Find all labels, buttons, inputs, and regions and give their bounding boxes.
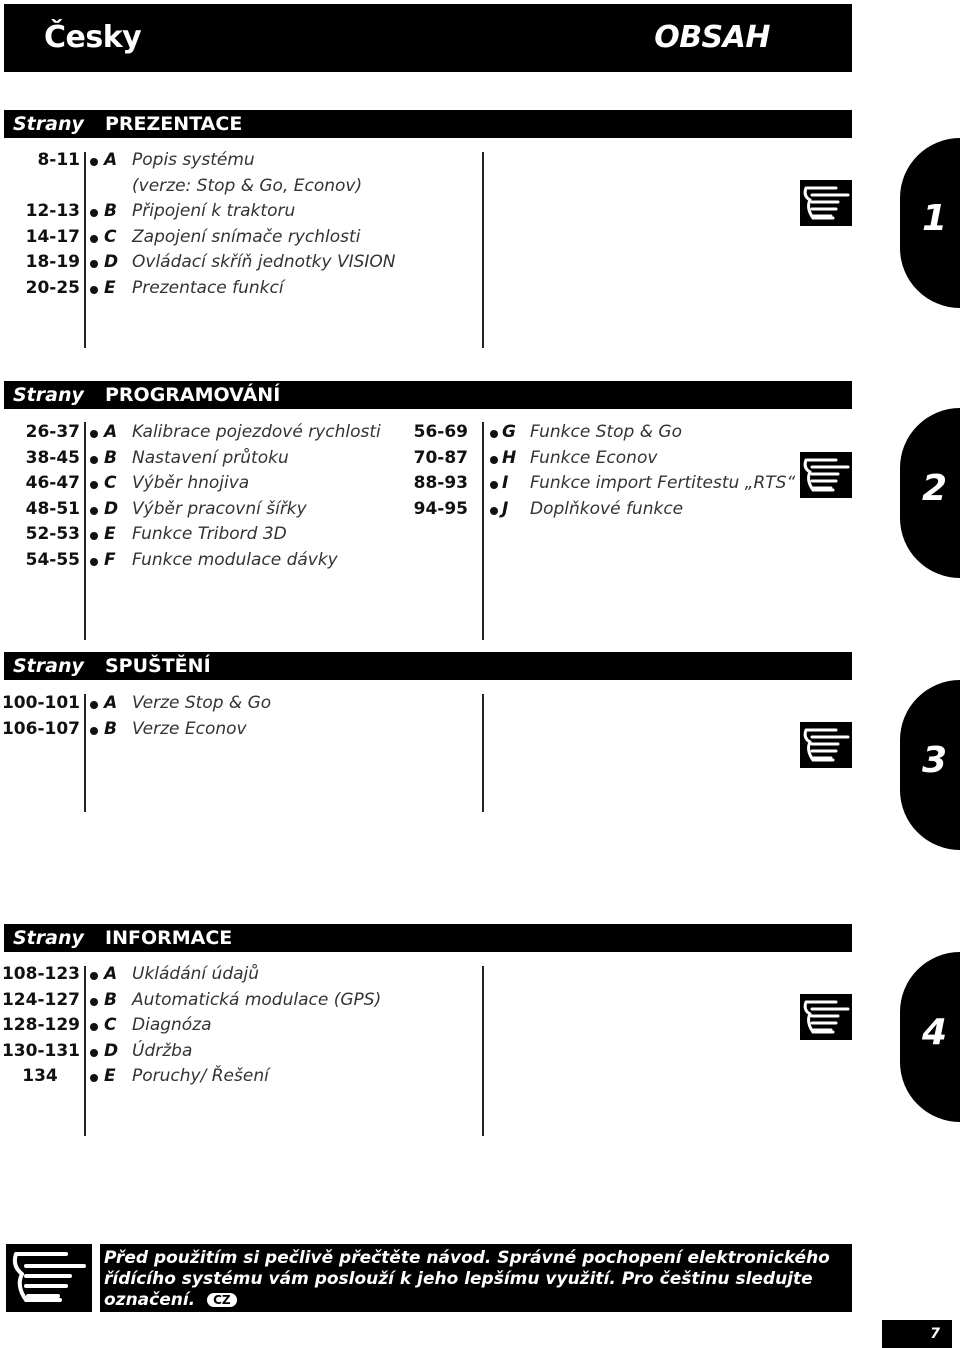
- entry-title: Automatická modulace (GPS): [132, 989, 382, 1010]
- entry-letter: D: [104, 252, 119, 273]
- toc-entry[interactable]: [0, 522, 398, 548]
- bullet-icon: [90, 1074, 98, 1082]
- page-range: 124-127: [1, 989, 80, 1010]
- entry-title: Zapojení snímače rychlosti: [132, 226, 361, 247]
- entry-letter: C: [104, 226, 117, 247]
- bullet-icon: [90, 158, 98, 166]
- toc-entry[interactable]: [0, 717, 398, 743]
- entry-letter: A: [104, 964, 118, 984]
- entry-letter: D: [104, 1040, 119, 1061]
- page-range: 38-45: [25, 447, 80, 468]
- chapter-number: 2: [922, 468, 948, 509]
- toc-entry[interactable]: [0, 1013, 398, 1039]
- bullet-icon: [490, 456, 498, 464]
- bullet-icon: [90, 558, 98, 566]
- page-range: 70-87: [413, 447, 468, 468]
- entry-title: Kalibrace pojezdové rychlosti: [132, 422, 381, 442]
- divider-line: [482, 966, 484, 1136]
- pages-label: Strany: [13, 655, 84, 677]
- bullet-icon: [90, 1023, 98, 1031]
- toc-entry[interactable]: [0, 199, 398, 225]
- bullet-icon: [90, 507, 98, 515]
- entry-letter: A: [104, 150, 118, 170]
- chapter-tab[interactable]: [900, 952, 960, 1122]
- section-header: [4, 110, 852, 138]
- entry-subtitle: (verze: Stop & Go, Econov): [132, 175, 363, 196]
- pages-label: Strany: [13, 927, 84, 949]
- entry-title: Funkce Econov: [530, 447, 658, 468]
- bullet-icon: [490, 430, 498, 438]
- toc-entry[interactable]: [0, 691, 398, 717]
- entry-letter: E: [104, 278, 116, 298]
- bullet-icon: [490, 481, 498, 489]
- page-range: 88-93: [413, 473, 468, 494]
- entry-title: Nastavení průtoku: [132, 447, 289, 468]
- bullet-icon: [90, 430, 98, 438]
- section-title: SPUŠTĚNÍ: [105, 655, 211, 677]
- notice-text: Před použitím si pečlivě přečtěte návod. Správné pochopení elektronického řídícího systému vám poslouží k jeho lepšímu využití. Pro češtinu sledujte označení.: [104, 1248, 830, 1310]
- page-range: 128-129: [1, 1015, 80, 1036]
- entry-letter: G: [502, 422, 516, 442]
- hand-pointer-icon: [800, 180, 852, 226]
- entry-title: Výběr pracovní šířky: [132, 498, 307, 519]
- entry-letter: D: [104, 498, 119, 519]
- page-range: 48-51: [25, 498, 80, 519]
- section-title: PROGRAMOVÁNÍ: [105, 384, 281, 406]
- entry-letter: A: [104, 693, 118, 713]
- chapter-tab[interactable]: [900, 680, 960, 850]
- entry-title: Prezentace funkcí: [132, 278, 284, 298]
- page-range: 134: [22, 1066, 58, 1087]
- hand-pointer-icon: [800, 452, 852, 498]
- bullet-icon: [90, 209, 98, 217]
- pages-label: Strany: [13, 113, 84, 135]
- bullet-icon: [490, 507, 498, 515]
- entry-letter: E: [104, 524, 116, 545]
- page-range: 18-19: [25, 252, 80, 273]
- entry-letter: H: [502, 447, 517, 468]
- page-range: 12-13: [25, 201, 80, 222]
- toc-entry[interactable]: [0, 276, 398, 302]
- top-bar: [4, 4, 852, 72]
- entry-letter: I: [502, 473, 509, 494]
- toc-entry[interactable]: [0, 1039, 398, 1065]
- page-range: 56-69: [413, 422, 468, 442]
- page-range: 14-17: [25, 226, 80, 247]
- chapter-tab[interactable]: [900, 138, 960, 308]
- page-number: 7: [882, 1320, 952, 1348]
- page-title: OBSAH: [654, 20, 770, 55]
- entry-title: Ovládací skříň jednotky VISION: [132, 252, 396, 273]
- section-header: [4, 924, 852, 952]
- entry-title: Údržba: [132, 1040, 193, 1061]
- page-range: 100-101: [1, 693, 80, 713]
- toc-entry[interactable]: [398, 446, 796, 472]
- entry-title: Poruchy/ Řešení: [132, 1066, 269, 1087]
- entry-title: Funkce Tribord 3D: [132, 524, 287, 545]
- toc-entry[interactable]: [0, 225, 398, 251]
- section-title: PREZENTACE: [105, 113, 243, 135]
- entry-letter: A: [104, 422, 118, 442]
- entry-letter: E: [104, 1066, 116, 1087]
- bullet-icon: [90, 998, 98, 1006]
- cz-badge: CZ: [207, 1293, 237, 1307]
- entry-title: Výběr hnojiva: [132, 473, 250, 494]
- section-header: [4, 381, 852, 409]
- entry-title: Funkce Stop & Go: [530, 422, 682, 442]
- toc-entry[interactable]: [0, 148, 398, 174]
- divider-line: [482, 152, 484, 348]
- chapter-tab[interactable]: [900, 408, 960, 578]
- toc-entry[interactable]: [0, 471, 398, 497]
- section-header: [4, 652, 852, 680]
- toc-entry[interactable]: [0, 250, 398, 276]
- bullet-icon: [90, 727, 98, 735]
- toc-entry[interactable]: [0, 1064, 398, 1090]
- page-range: 94-95: [413, 498, 468, 519]
- entry-title: Ukládání údajů: [132, 964, 260, 984]
- page-range: 54-55: [25, 550, 80, 570]
- chapter-number: 4: [922, 1012, 948, 1053]
- page-range: 8-11: [37, 150, 80, 170]
- entry-title: Verze Econov: [132, 718, 247, 739]
- hand-pointer-icon: [800, 994, 852, 1040]
- chapter-number: 3: [922, 740, 948, 781]
- entry-letter: B: [104, 447, 117, 468]
- divider-line: [482, 694, 484, 812]
- bullet-icon: [90, 701, 98, 709]
- page-range: 26-37: [25, 422, 80, 442]
- entry-letter: F: [104, 550, 116, 570]
- bullet-icon: [90, 260, 98, 268]
- page-range: 46-47: [25, 473, 80, 494]
- entry-title: Připojení k traktoru: [132, 201, 296, 222]
- bullet-icon: [90, 532, 98, 540]
- entry-letter: B: [104, 201, 117, 222]
- entry-letter: B: [104, 989, 117, 1010]
- pages-label: Strany: [13, 384, 84, 406]
- bullet-icon: [90, 235, 98, 243]
- toc-entry[interactable]: [0, 962, 398, 988]
- toc-entry[interactable]: [0, 420, 398, 446]
- entry-title: Popis systému: [132, 150, 255, 170]
- section-title: INFORMACE: [105, 927, 233, 949]
- hand-pointer-icon: [800, 722, 852, 768]
- bullet-icon: [90, 1049, 98, 1057]
- entry-title: Doplňkové funkce: [530, 498, 684, 519]
- toc-entry[interactable]: [0, 497, 398, 523]
- page-range: 106-107: [1, 718, 80, 739]
- entry-title: Diagnóza: [132, 1015, 212, 1036]
- entry-letter: B: [104, 718, 117, 739]
- hand-pointer-icon: [6, 1244, 92, 1312]
- toc-entry[interactable]: [0, 446, 398, 472]
- bullet-icon: [90, 456, 98, 464]
- page-range: 130-131: [1, 1040, 80, 1061]
- toc-entry[interactable]: [398, 471, 796, 497]
- language-label: Česky: [44, 20, 142, 55]
- page-range: 20-25: [25, 278, 80, 298]
- entry-letter: C: [104, 1015, 117, 1036]
- notice-box: [100, 1244, 852, 1312]
- entry-title: Funkce import Fertitestu „RTS“: [530, 473, 796, 494]
- entry-title: Funkce modulace dávky: [132, 550, 338, 570]
- page-range: 108-123: [1, 964, 80, 984]
- page-range: 52-53: [25, 524, 80, 545]
- toc-entry[interactable]: [398, 420, 796, 446]
- entry-letter: J: [502, 498, 509, 519]
- bullet-icon: [90, 481, 98, 489]
- entry-title: Verze Stop & Go: [132, 693, 272, 713]
- toc-entry[interactable]: [398, 497, 796, 523]
- toc-entry[interactable]: [0, 548, 398, 574]
- bullet-icon: [90, 972, 98, 980]
- bullet-icon: [90, 286, 98, 294]
- entry-letter: C: [104, 473, 117, 494]
- toc-entry[interactable]: [0, 988, 398, 1014]
- chapter-number: 1: [922, 198, 948, 239]
